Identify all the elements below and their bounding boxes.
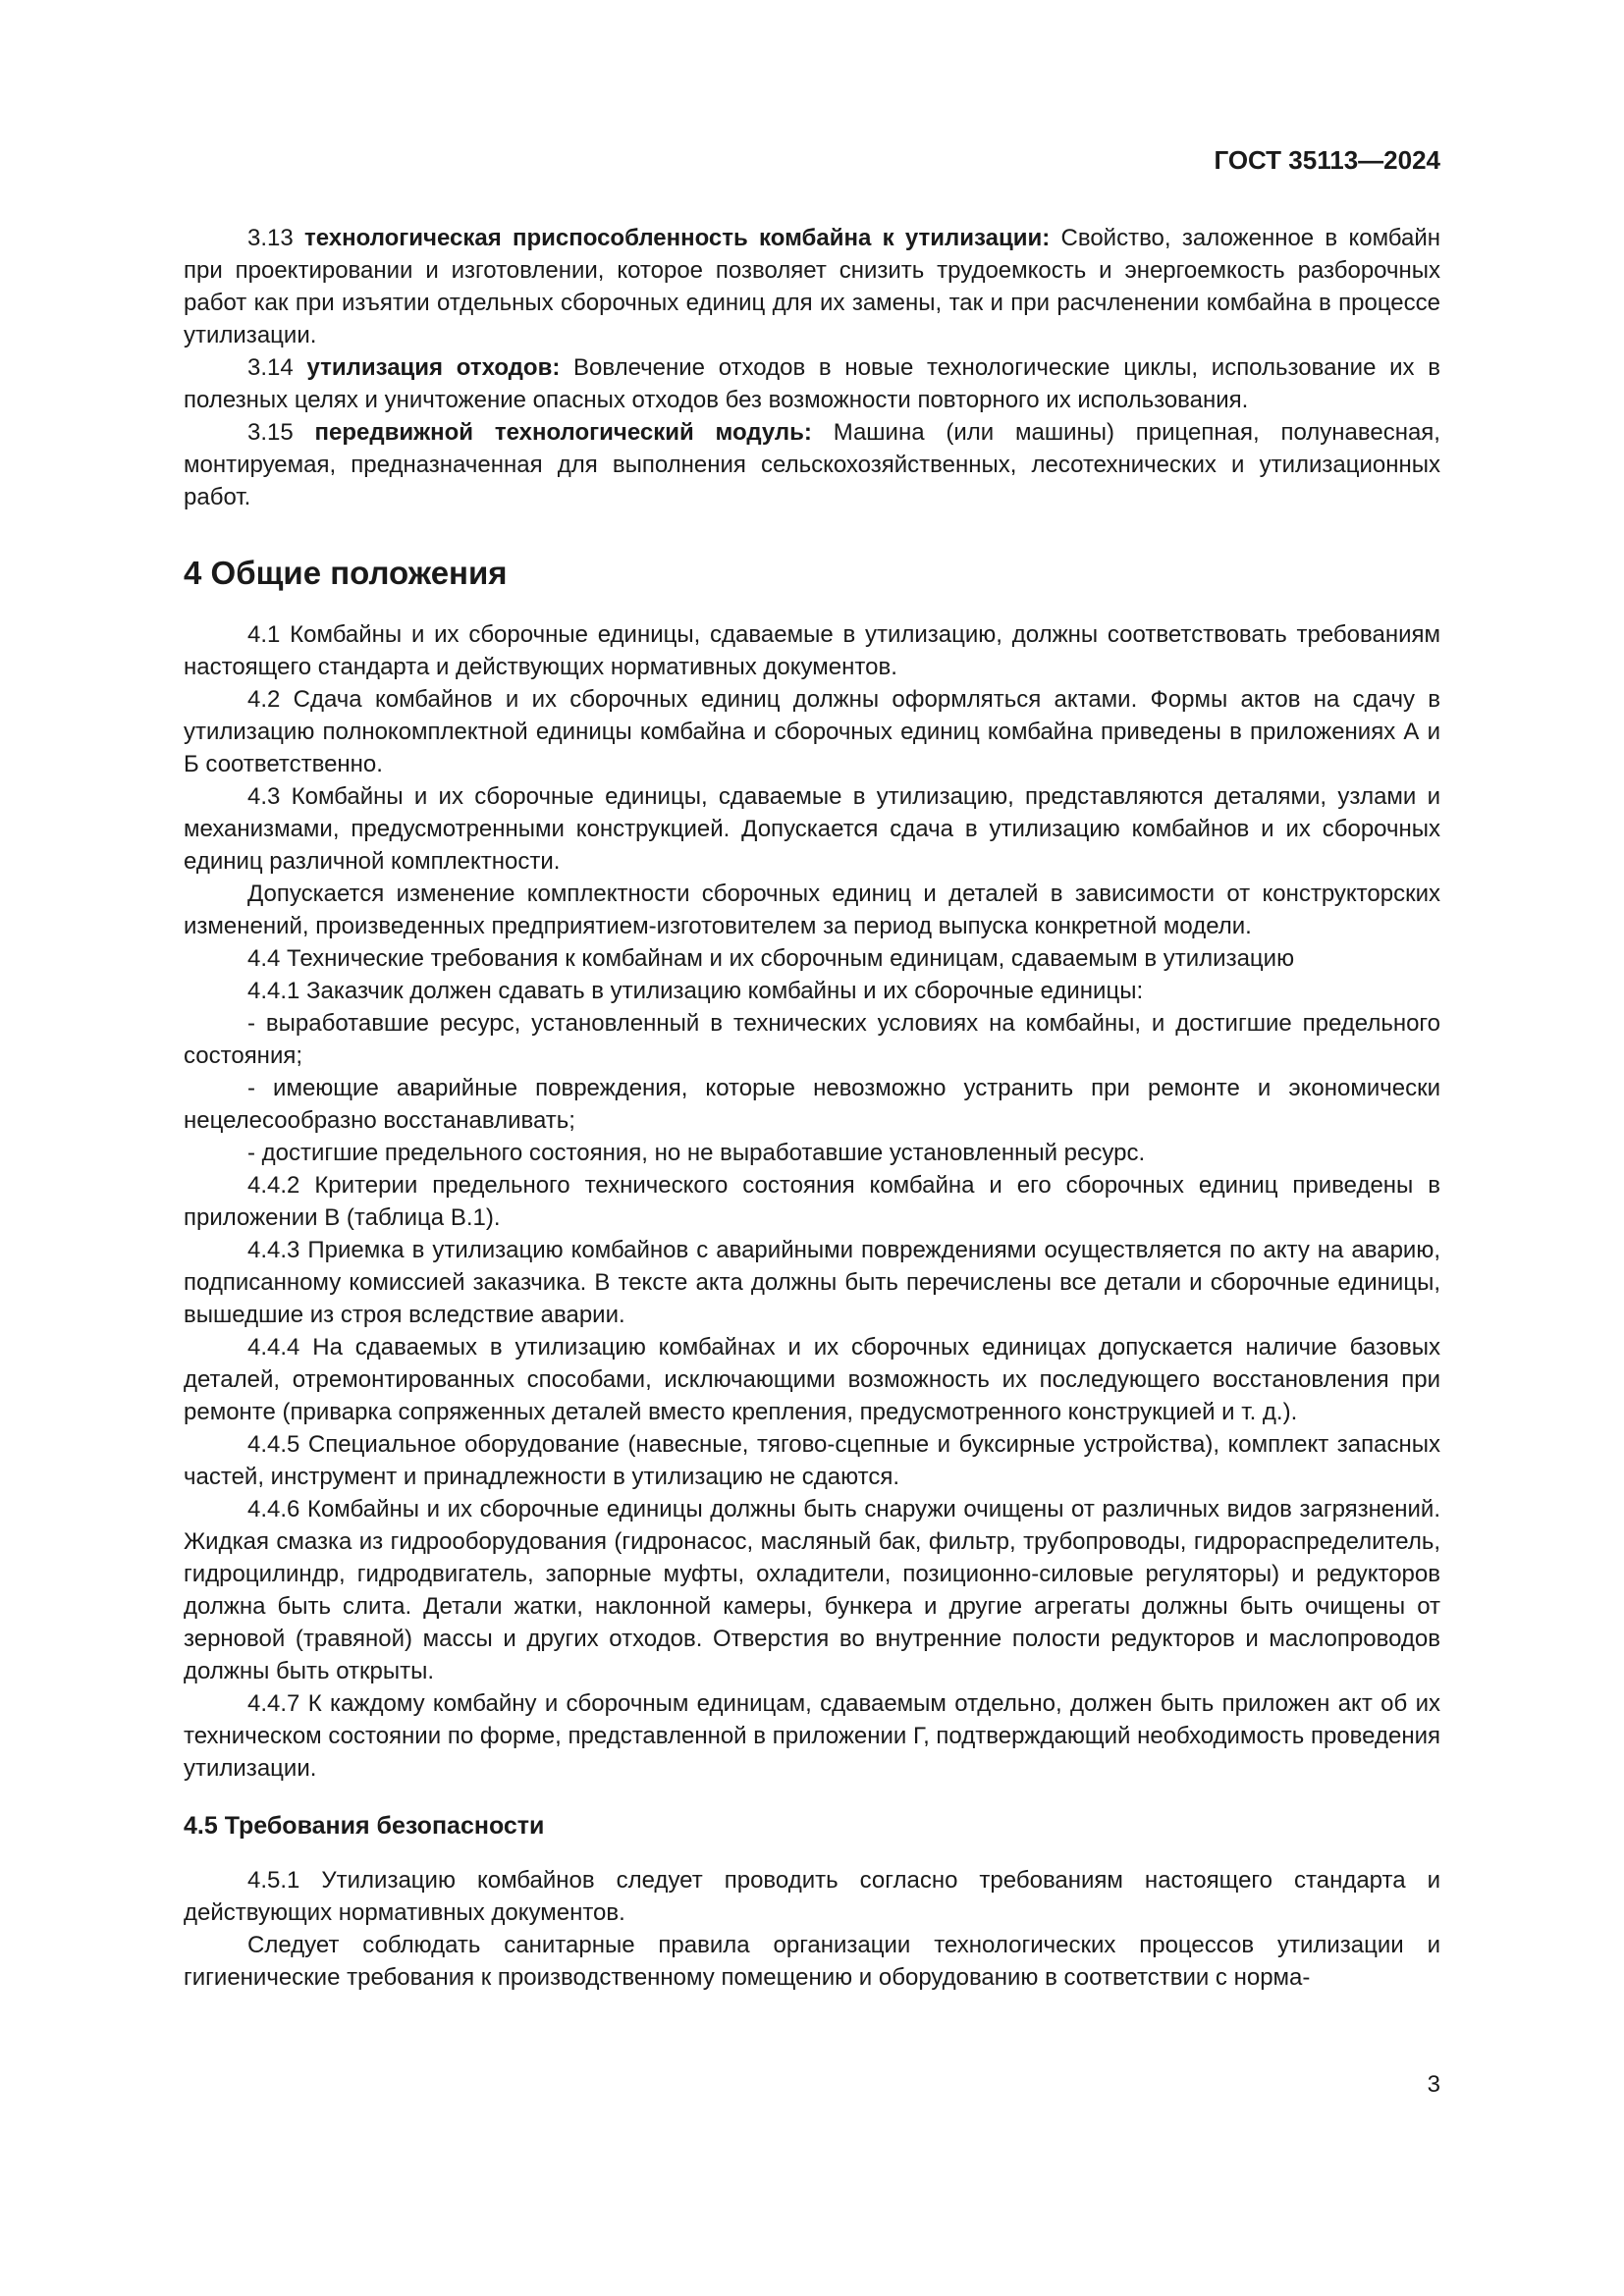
definition-3-14 bbox=[184, 351, 1440, 416]
definition-number: 3.13 bbox=[247, 225, 294, 251]
paragraph-4-4-1: 4.4.1 Заказчик должен сдавать в утилизацию комбайны и их сборочные единицы: bbox=[247, 978, 1144, 1004]
page-number: 3 bbox=[1427, 2071, 1440, 2098]
paragraph-4-3-cont: Допускается изменение комплектности сборочных единиц и деталей в зависимости от конструкторских изменений, произведенных предприятием-изготовителем за период выпуска конкретной модели. bbox=[184, 881, 1440, 939]
paragraph-4-2: 4.2 Сдача комбайнов и их сборочных единиц должны оформляться актами. Формы актов на сдачу в утилизацию полнокомплектной единицы комбайна и сборочных единиц комбайна приведены в приложениях А и Б соответственно. bbox=[184, 686, 1440, 777]
section-4-5-title: 4.5 Требования безопасности bbox=[184, 1812, 545, 1840]
definition-term: передвижной технологический модуль: bbox=[314, 419, 812, 446]
definition-text: Свойство, заложенное в комбайн при проектировании и изготовлении, которое позволяет снизить трудоемкость и энергоемкость разборочных работ как при изъятии отдельных сборочных единиц для их замены, так и при расчленении комбайна в процессе утилизации. bbox=[184, 225, 1441, 348]
paragraph-4-4-3: 4.4.3 Приемка в утилизацию комбайнов с аварийными повреждениями осуществляется по акту на аварию, подписанному комиссией заказчика. В тексте акта должны быть перечислены все детали и сборочные единицы, вышедшие из строя вследствие аварии. bbox=[184, 1237, 1440, 1328]
paragraph-4-5-1: 4.5.1 Утилизацию комбайнов следует проводить согласно требованиям настоящего стандарта и действующих нормативных документов. bbox=[184, 1867, 1440, 1926]
paragraph-4-4: 4.4 Технические требования к комбайнам и их сборочным единицам, сдаваемым в утилизацию bbox=[247, 945, 1295, 972]
definition-number: 3.15 bbox=[247, 419, 294, 446]
definition-term: технологическая приспособленность комбайна к утилизации: bbox=[304, 225, 1051, 251]
definition-number: 3.14 bbox=[247, 354, 294, 381]
page-content bbox=[184, 222, 1440, 1994]
list-item: - выработавшие ресурс, установленный в технических условиях на комбайны, и достигшие предельного состояния; bbox=[184, 1010, 1440, 1069]
definition-text: Машина (или машины) прицепная, полунавесная, монтируемая, предназначенная для выполнения сельскохозяйственных, лесотехнических и утилизационных работ. bbox=[184, 419, 1440, 510]
paragraph-4-5-1-cont: Следует соблюдать санитарные правила организации технологических процессов утилизации и гигиенические требования к производственному помещению и оборудованию в соответствии с норма- bbox=[184, 1932, 1440, 1991]
paragraph-4-4-7: 4.4.7 К каждому комбайну и сборочным единицам, сдаваемым отдельно, должен быть приложен акт об их техническом состоянии по форме, представленной в приложении Г, подтверждающий необходимость проведения утилизации. bbox=[184, 1690, 1440, 1782]
definition-text: Вовлечение отходов в новые технологические циклы, использование их в полезных целях и уничтожение опасных отходов без возможности повторного их использования. bbox=[184, 354, 1441, 413]
paragraph-4-4-6: 4.4.6 Комбайны и их сборочные единицы должны быть снаружи очищены от различных видов загрязнений. Жидкая смазка из гидрооборудования (гидронасос, масляный бак, фильтр, трубопроводы, гидрораспределитель, гидроцилиндр, гидродвигатель, запорные муфты, охладители, позиционно-силовые регуляторы) и редукторов должна быть слита. Детали жатки, наклонной камеры, бункера и другие агрегаты должны быть очищены от зерновой (травяной) массы и других отходов. Отверстия во внутренние полости редукторов и маслопроводов должны быть открыты. bbox=[184, 1496, 1440, 1684]
paragraph-4-4-5: 4.4.5 Специальное оборудование (навесные, тягово-сцепные и буксирные устройства), комплект запасных частей, инструмент и принадлежности в утилизацию не сдаются. bbox=[184, 1431, 1440, 1490]
paragraph-4-1: 4.1 Комбайны и их сборочные единицы, сдаваемые в утилизацию, должны соответствовать требованиям настоящего стандарта и действующих нормативных документов. bbox=[184, 621, 1440, 680]
paragraph-4-3: 4.3 Комбайны и их сборочные единицы, сдаваемые в утилизацию, представляются деталями, узлами и механизмами, предусмотренными конструкцией. Допускается сдача в утилизацию комбайнов и их сборочных единиц различной комплектности. bbox=[184, 783, 1440, 875]
definition-3-15 bbox=[184, 416, 1440, 513]
section-4-title: 4 Общие положения bbox=[184, 555, 508, 591]
paragraph-4-4-2: 4.4.2 Критерии предельного технического состояния комбайна и его сборочных единиц приведены в приложении В (таблица В.1). bbox=[184, 1172, 1440, 1231]
paragraph-4-4-4: 4.4.4 На сдаваемых в утилизацию комбайнах и их сборочных единицах допускается наличие базовых деталей, отремонтированных способами, исключающими возможность их последующего восстановления при ремонте (приварка сопряженных деталей вместо крепления, предусмотренного конструкцией и т. д.). bbox=[184, 1334, 1440, 1425]
document-code-header: ГОСТ 35113—2024 bbox=[1214, 145, 1440, 175]
list-item: - имеющие аварийные повреждения, которые невозможно устранить при ремонте и экономически нецелесообразно восстанавливать; bbox=[184, 1075, 1440, 1134]
list-item: - достигшие предельного состояния, но не выработавшие установленный ресурс. bbox=[247, 1140, 1146, 1166]
definition-3-13 bbox=[184, 222, 1440, 351]
definition-term: утилизация отходов: bbox=[306, 354, 561, 381]
